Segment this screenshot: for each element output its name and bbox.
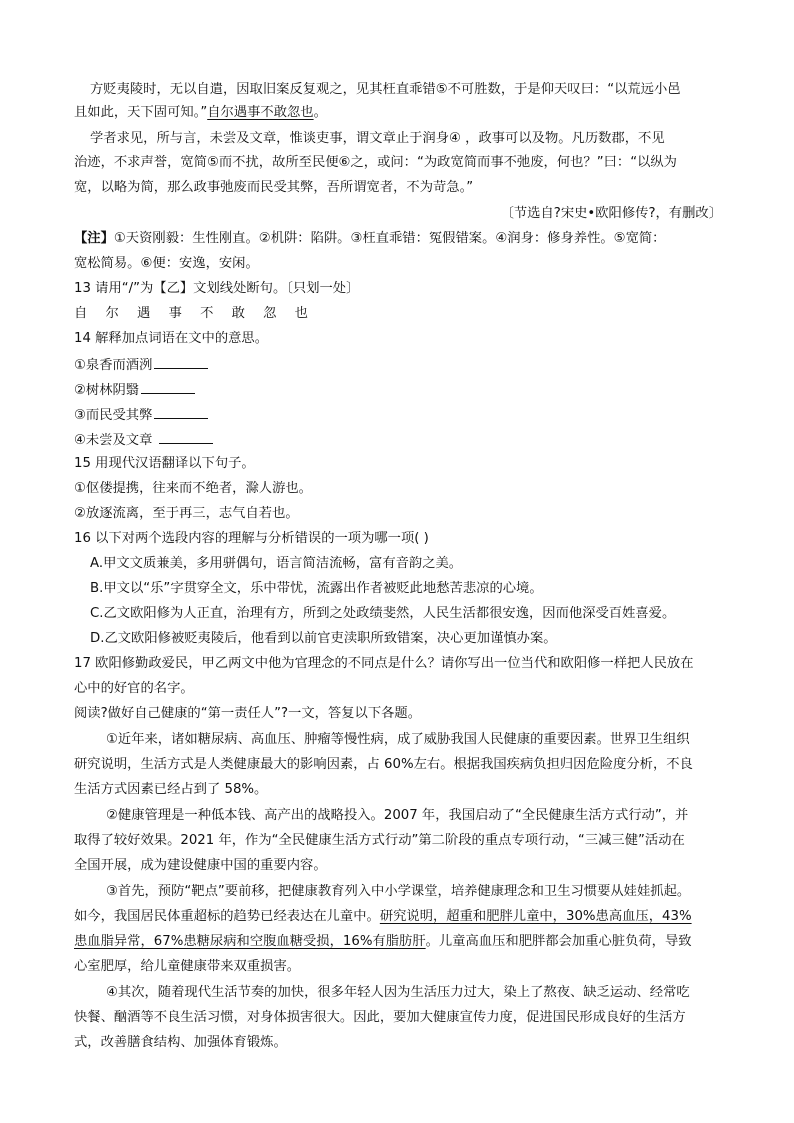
underlined-sentence: 研究说明，超重和肥胖儿童中，30%患高血压，43% bbox=[379, 909, 692, 924]
underlined-sentence: 患血脂异常，67%患糖尿病和空腹血糖受损，16%有脂肪肝 bbox=[74, 934, 426, 949]
passage-line: 宽，以略为简，那么政事弛废而民受其弊，吾所谓宽者，不为苛急。” bbox=[74, 180, 474, 195]
question-13: 13 请用“/”为【乙】文划线处断句。〔只划一处〕 bbox=[74, 281, 360, 296]
q16-option-a: A.甲文文质兼美，多用骈偶句，语言简洁流畅，富有音韵之美。 bbox=[90, 556, 463, 571]
reading-line: 式，改善膳食结构、加强体育锻炼。 bbox=[74, 1035, 287, 1050]
question-14: 14 解释加点词语在文中的意思。 bbox=[74, 331, 269, 346]
q14-item: ③而民受其弊 bbox=[74, 404, 724, 426]
q16-option-b: B.甲文以“乐”字贯穿全文，乐中带忧，流露出作者被贬此地愁苦悲凉的心境。 bbox=[90, 581, 543, 596]
question-16: 16 以下对两个选段内容的理解与分析错误的一项为哪一项( ) bbox=[74, 531, 429, 546]
reading-line: 心室肥厚，给儿童健康带来双重损害。 bbox=[74, 959, 301, 974]
passage-line: 方贬夷陵时，无以自遣，因取旧案反复观之，见其枉直乖错⑤不可胜数，于是仰天叹曰：“以荒远小邑 bbox=[90, 82, 681, 97]
note-label: 【注】 bbox=[74, 231, 114, 246]
q14-item: ①泉香而酒洌 bbox=[74, 354, 724, 376]
passage-line: 且如此，天下固可知。”自尔遇事不敢忽也。 bbox=[74, 105, 327, 120]
passage-line: 学者求见，所与言，未尝及文章，惟谈吏事，谓文章止于润身④ ，政事可以及物。凡历数郡，不见 bbox=[90, 131, 665, 146]
source-citation: 〔节选自?宋史•欧阳修传?，有删改〕 bbox=[500, 206, 722, 221]
reading-line: ④其次，随着现代生活节奏的加快，很多年轻人因为生活压力过大，染上了熬夜、缺乏运动、经常吃 bbox=[106, 985, 690, 1000]
reading-line: 研究说明，生活方式是人类健康最大的影响因素，占 60%左右。根据我国疾病负担归因危险度分析，不良 bbox=[74, 757, 693, 772]
answer-blank[interactable] bbox=[154, 354, 208, 369]
reading-line: ②健康管理是一种低本钱、高产出的战略投入。2007 年，我国启动了“全民健康生活方式行动”，并 bbox=[106, 808, 689, 823]
answer-sentence: 自 尔 遇 事 不 敢 忽 也 bbox=[74, 306, 315, 321]
reading-intro: 阅读?做好自己健康的“第一责任人”?一文，答复以下各题。 bbox=[74, 706, 422, 721]
note-line: 宽松简易。⑥便：安逸，安闲。 bbox=[74, 256, 259, 271]
answer-blank[interactable] bbox=[159, 429, 213, 444]
reading-line: 取得了较好效果。2021 年，作为“全民健康生活方式行动”第二阶段的重点专项行动，“三减三健”活动在 bbox=[74, 833, 685, 848]
q14-item: ②树林阴翳 bbox=[74, 379, 724, 401]
reading-line: 如今，我国居民体重超标的趋势已经表达在儿童中。研究说明，超重和肥胖儿童中，30%患高血压，43% bbox=[74, 909, 692, 924]
reading-line: ③首先，预防“靶点”要前移，把健康教育列入中小学课堂，培养健康理念和卫生习惯要从娃娃抓起。 bbox=[106, 884, 691, 899]
reading-line: ①近年来，诸如糖尿病、高血压、肿瘤等慢性病，成了威胁我国人民健康的重要因素。世界卫生组织 bbox=[106, 732, 690, 747]
reading-line: 快餐、酗酒等不良生活习惯，对身体损害很大。因此，要加大健康宣传力度，促进国民形成良好的生活方 bbox=[74, 1010, 686, 1025]
q15-item: ①伛偻提携，往来而不绝者，滁人游也。 bbox=[74, 481, 312, 496]
note-line: 【注】①天资刚毅：生性刚直。②机阱：陷阱。③枉直乖错：冤假错案。④润身：修身养性。⑤宽简： bbox=[74, 231, 666, 246]
q14-item: ④未尝及文章 bbox=[74, 429, 724, 451]
q15-item: ②放逐流离，至于再三，志气自若也。 bbox=[74, 506, 299, 521]
q16-option-d: D.乙文欧阳修被贬夷陵后，他看到以前官吏渎职所致错案，决心更加谨慎办案。 bbox=[90, 631, 557, 646]
question-17: 17 欧阳修勤政爱民，甲乙两文中他为官理念的不同点是什么？请你写出一位当代和欧阳修一样把人民放在 bbox=[74, 656, 694, 671]
underlined-sentence: 自尔遇事不敢忽也 bbox=[207, 105, 314, 120]
reading-line: 生活方式因素已经占到了 58%。 bbox=[74, 782, 268, 797]
reading-line: 全国开展，成为建设健康中国的重要内容。 bbox=[74, 858, 327, 873]
question-17: 心中的好官的名字。 bbox=[74, 681, 194, 696]
question-15: 15 用现代汉语翻译以下句子。 bbox=[74, 456, 255, 471]
reading-line: 患血脂异常，67%患糖尿病和空腹血糖受损，16%有脂肪肝。儿童高血压和肥胖都会加重心脏负荷，导致 bbox=[74, 934, 692, 949]
answer-blank[interactable] bbox=[141, 379, 195, 394]
q16-option-c: C.乙文欧阳修为人正直，治理有方，所到之处政绩斐然，人民生活都很安逸，因而他深受百姓喜爱。 bbox=[90, 606, 676, 621]
passage-line: 治迹，不求声誉，宽简⑤而不扰，故所至民便⑥之，或问：“为政宽简而事不弛废，何也？”曰：“以纵为 bbox=[74, 155, 677, 170]
answer-blank[interactable] bbox=[154, 404, 208, 419]
